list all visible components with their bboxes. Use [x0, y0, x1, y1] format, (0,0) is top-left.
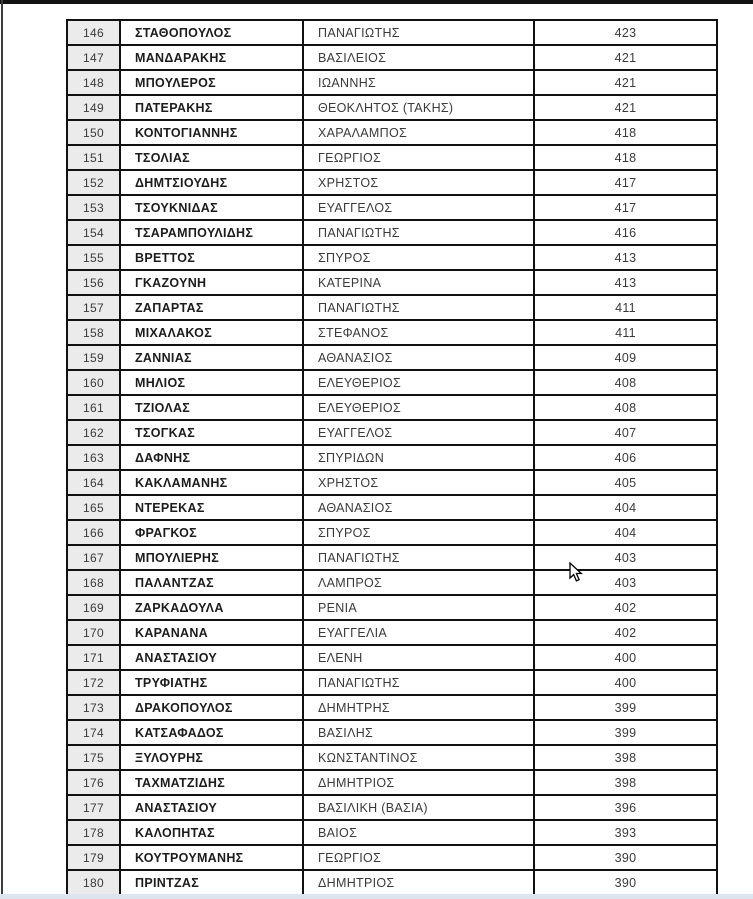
surname-cell: ΒΡΕΤΤΟΣ — [121, 246, 304, 269]
rank-cell: 178 — [68, 821, 121, 844]
surname-cell: ΠΑΤΕΡΑΚΗΣ — [121, 96, 304, 119]
rank-cell: 180 — [68, 871, 121, 894]
surname-cell: ΝΤΕΡΕΚΑΣ — [121, 496, 304, 519]
votes-cell: 400 — [614, 675, 637, 690]
surname-cell: ΔΗΜΤΣΙΟΥΔΗΣ — [121, 171, 304, 194]
table-row — [68, 321, 716, 346]
firstname-cell: ΠΑΝΑΓΙΩΤΗΣ — [304, 221, 535, 244]
firstname-cell: ΑΘΑΝΑΣΙΟΣ — [304, 496, 535, 519]
rank-cell: 170 — [68, 621, 121, 644]
surname-cell: ΤΖΙΟΛΑΣ — [121, 396, 304, 419]
surname-cell: ΚΟΝΤΟΓΙΑΝΝΗΣ — [121, 121, 304, 144]
votes-cell: 417 — [614, 175, 637, 190]
results-table — [66, 19, 718, 896]
table-row — [68, 646, 716, 671]
table-row — [68, 221, 716, 246]
firstname-cell: ΕΥΑΓΓΕΛΟΣ — [304, 421, 535, 444]
rank-cell: 159 — [68, 346, 121, 369]
table-row — [68, 71, 716, 96]
rank-cell: 147 — [68, 46, 121, 69]
rank-cell: 167 — [68, 546, 121, 569]
firstname-cell: ΓΕΩΡΓΙΟΣ — [304, 846, 535, 869]
firstname-cell: ΕΛΕΥΘΕΡΙΟΣ — [304, 396, 535, 419]
viewport-top-edge — [0, 0, 753, 4]
surname-cell: ΑΝΑΣΤΑΣΙΟΥ — [121, 646, 304, 669]
surname-cell: ΚΑΤΣΑΦΑΔΟΣ — [121, 721, 304, 744]
table-row — [68, 571, 716, 596]
rank-cell: 161 — [68, 396, 121, 419]
table-row — [68, 746, 716, 771]
votes-cell: 403 — [614, 575, 637, 590]
firstname-cell: ΣΠΥΡΟΣ — [304, 521, 535, 544]
votes-cell: 398 — [614, 750, 637, 765]
table-row — [68, 846, 716, 871]
surname-cell: ΞΥΛΟΥΡΗΣ — [121, 746, 304, 769]
firstname-cell: ΡΕΝΙΑ — [304, 596, 535, 619]
firstname-cell: ΔΗΜΗΤΡΗΣ — [304, 696, 535, 719]
surname-cell: ΔΑΦΝΗΣ — [121, 446, 304, 469]
firstname-cell: ΓΕΩΡΓΙΟΣ — [304, 146, 535, 169]
table-row — [68, 196, 716, 221]
surname-cell: ΜΙΧΑΛΑΚΟΣ — [121, 321, 304, 344]
table-row — [68, 296, 716, 321]
rank-cell: 157 — [68, 296, 121, 319]
surname-cell: ΦΡΑΓΚΟΣ — [121, 521, 304, 544]
table-row — [68, 446, 716, 471]
table-row — [68, 246, 716, 271]
votes-cell: 408 — [614, 400, 637, 415]
surname-cell: ΚΑΛΟΠΗΤΑΣ — [121, 821, 304, 844]
firstname-cell: ΧΡΗΣΤΟΣ — [304, 471, 535, 494]
rank-cell: 150 — [68, 121, 121, 144]
votes-cell: 409 — [614, 350, 637, 365]
votes-cell: 399 — [614, 700, 637, 715]
surname-cell: ΜΗΛΙΟΣ — [121, 371, 304, 394]
rank-cell: 175 — [68, 746, 121, 769]
table-row — [68, 821, 716, 846]
bottom-strip — [0, 894, 753, 899]
firstname-cell: ΠΑΝΑΓΙΩΤΗΣ — [304, 21, 535, 44]
firstname-cell: ΘΕΟΚΛΗΤΟΣ (ΤΑΚΗΣ) — [304, 96, 535, 119]
votes-cell: 413 — [614, 250, 637, 265]
surname-cell: ΖΑΝΝΙΑΣ — [121, 346, 304, 369]
votes-cell: 398 — [614, 775, 637, 790]
rank-cell: 166 — [68, 521, 121, 544]
rank-cell: 149 — [68, 96, 121, 119]
rank-cell: 171 — [68, 646, 121, 669]
surname-cell: ΖΑΡΚΑΔΟΥΛΑ — [121, 596, 304, 619]
table-row — [68, 146, 716, 171]
votes-cell: 399 — [614, 725, 637, 740]
votes-cell: 400 — [614, 650, 637, 665]
table-row — [68, 796, 716, 821]
firstname-cell: ΒΑΙΟΣ — [304, 821, 535, 844]
surname-cell: ΠΑΛΑΝΤΖΑΣ — [121, 571, 304, 594]
table-row — [68, 171, 716, 196]
surname-cell: ΤΑΧΜΑΤΖΙΔΗΣ — [121, 771, 304, 794]
surname-cell: ΔΡΑΚΟΠΟΥΛΟΣ — [121, 696, 304, 719]
surname-cell: ΤΣΟΛΙΑΣ — [121, 146, 304, 169]
surname-cell: ΤΣΟΓΚΑΣ — [121, 421, 304, 444]
votes-cell: 393 — [614, 825, 637, 840]
firstname-cell: ΚΩΝΣΤΑΝΤΙΝΟΣ — [304, 746, 535, 769]
votes-cell: 402 — [614, 600, 637, 615]
rank-cell: 156 — [68, 271, 121, 294]
rank-cell: 164 — [68, 471, 121, 494]
table-row — [68, 596, 716, 621]
firstname-cell: ΑΘΑΝΑΣΙΟΣ — [304, 346, 535, 369]
firstname-cell: ΔΗΜΗΤΡΙΟΣ — [304, 871, 535, 894]
table-row — [68, 546, 716, 571]
surname-cell: ΤΣΟΥΚΝΙΔΑΣ — [121, 196, 304, 219]
votes-cell: 416 — [614, 225, 637, 240]
surname-cell: ΑΝΑΣΤΑΣΙΟΥ — [121, 796, 304, 819]
page-left-edge — [1, 0, 3, 899]
votes-cell: 417 — [614, 200, 637, 215]
rank-cell: 146 — [68, 21, 121, 44]
votes-cell: 390 — [614, 875, 637, 890]
firstname-cell: ΕΛΕΥΘΕΡΙΟΣ — [304, 371, 535, 394]
votes-cell: 390 — [614, 850, 637, 865]
table-row — [68, 771, 716, 796]
surname-cell: ΚΟΥΤΡΟΥΜΑΝΗΣ — [121, 846, 304, 869]
table-row — [68, 396, 716, 421]
table-row — [68, 271, 716, 296]
rank-cell: 173 — [68, 696, 121, 719]
firstname-cell: ΠΑΝΑΓΙΩΤΗΣ — [304, 671, 535, 694]
votes-cell: 404 — [614, 525, 637, 540]
votes-cell: 408 — [614, 375, 637, 390]
surname-cell: ΤΡΥΦΙΑΤΗΣ — [121, 671, 304, 694]
firstname-cell: ΣΤΕΦΑΝΟΣ — [304, 321, 535, 344]
firstname-cell: ΕΛΕΝΗ — [304, 646, 535, 669]
rank-cell: 155 — [68, 246, 121, 269]
rank-cell: 176 — [68, 771, 121, 794]
rank-cell: 154 — [68, 221, 121, 244]
table-row — [68, 471, 716, 496]
firstname-cell: ΠΑΝΑΓΙΩΤΗΣ — [304, 296, 535, 319]
firstname-cell: ΠΑΝΑΓΙΩΤΗΣ — [304, 546, 535, 569]
table-row — [68, 96, 716, 121]
votes-cell: 418 — [614, 150, 637, 165]
rank-cell: 148 — [68, 71, 121, 94]
rank-cell: 162 — [68, 421, 121, 444]
votes-cell: 421 — [614, 75, 637, 90]
table-row — [68, 46, 716, 71]
firstname-cell: ΧΑΡΑΛΑΜΠΟΣ — [304, 121, 535, 144]
firstname-cell: ΒΑΣΙΛΗΣ — [304, 721, 535, 744]
firstname-cell: ΒΑΣΙΛΙΚΗ (ΒΑΣΙΑ) — [304, 796, 535, 819]
firstname-cell: ΒΑΣΙΛΕΙΟΣ — [304, 46, 535, 69]
rank-cell: 179 — [68, 846, 121, 869]
table-row — [68, 696, 716, 721]
firstname-cell: ΙΩΑΝΝΗΣ — [304, 71, 535, 94]
firstname-cell: ΛΑΜΠΡΟΣ — [304, 571, 535, 594]
surname-cell: ΣΤΑΘΟΠΟΥΛΟΣ — [121, 21, 304, 44]
table-row — [68, 496, 716, 521]
firstname-cell: ΣΠΥΡΟΣ — [304, 246, 535, 269]
table-row — [68, 521, 716, 546]
votes-cell: 402 — [614, 625, 637, 640]
votes-cell: 411 — [615, 300, 636, 315]
rank-cell: 160 — [68, 371, 121, 394]
firstname-cell: ΔΗΜΗΤΡΙΟΣ — [304, 771, 535, 794]
table-row — [68, 21, 716, 46]
votes-cell: 407 — [614, 425, 637, 440]
firstname-cell: ΕΥΑΓΓΕΛΙΑ — [304, 621, 535, 644]
table-row — [68, 721, 716, 746]
votes-cell: 403 — [614, 550, 637, 565]
rank-cell: 151 — [68, 146, 121, 169]
rank-cell: 153 — [68, 196, 121, 219]
votes-cell: 396 — [614, 800, 637, 815]
votes-cell: 421 — [614, 100, 637, 115]
surname-cell: ΜΠΟΥΛΙΕΡΗΣ — [121, 546, 304, 569]
rank-cell: 152 — [68, 171, 121, 194]
surname-cell: ΜΑΝΔΑΡΑΚΗΣ — [121, 46, 304, 69]
rank-cell: 158 — [68, 321, 121, 344]
surname-cell: ΖΑΠΑΡΤΑΣ — [121, 296, 304, 319]
rank-cell: 172 — [68, 671, 121, 694]
table-row — [68, 671, 716, 696]
votes-cell: 413 — [614, 275, 637, 290]
rank-cell: 168 — [68, 571, 121, 594]
votes-cell: 406 — [614, 450, 637, 465]
surname-cell: ΠΡΙΝΤΖΑΣ — [121, 871, 304, 894]
table-row — [68, 621, 716, 646]
votes-cell: 423 — [614, 25, 637, 40]
votes-cell: 418 — [614, 125, 637, 140]
surname-cell: ΚΑΚΛΑΜΑΝΗΣ — [121, 471, 304, 494]
table-row — [68, 421, 716, 446]
firstname-cell: ΧΡΗΣΤΟΣ — [304, 171, 535, 194]
rank-cell: 174 — [68, 721, 121, 744]
table-row — [68, 121, 716, 146]
surname-cell: ΤΣΑΡΑΜΠΟΥΛΙΔΗΣ — [121, 221, 304, 244]
rank-cell: 177 — [68, 796, 121, 819]
firstname-cell: ΣΠΥΡΙΔΩΝ — [304, 446, 535, 469]
rank-cell: 169 — [68, 596, 121, 619]
firstname-cell: ΕΥΑΓΓΕΛΟΣ — [304, 196, 535, 219]
table-row — [68, 346, 716, 371]
firstname-cell: ΚΑΤΕΡΙΝΑ — [304, 271, 535, 294]
surname-cell: ΓΚΑΖΟΥΝΗ — [121, 271, 304, 294]
votes-cell: 405 — [614, 475, 637, 490]
votes-cell: 411 — [615, 325, 636, 340]
votes-cell: 404 — [614, 500, 637, 515]
table-row — [68, 371, 716, 396]
surname-cell: ΚΑΡΑΝΑΝΑ — [121, 621, 304, 644]
rank-cell: 165 — [68, 496, 121, 519]
table-row — [68, 871, 716, 894]
rank-cell: 163 — [68, 446, 121, 469]
surname-cell: ΜΠΟΥΛΕΡΟΣ — [121, 71, 304, 94]
votes-cell: 421 — [614, 50, 637, 65]
